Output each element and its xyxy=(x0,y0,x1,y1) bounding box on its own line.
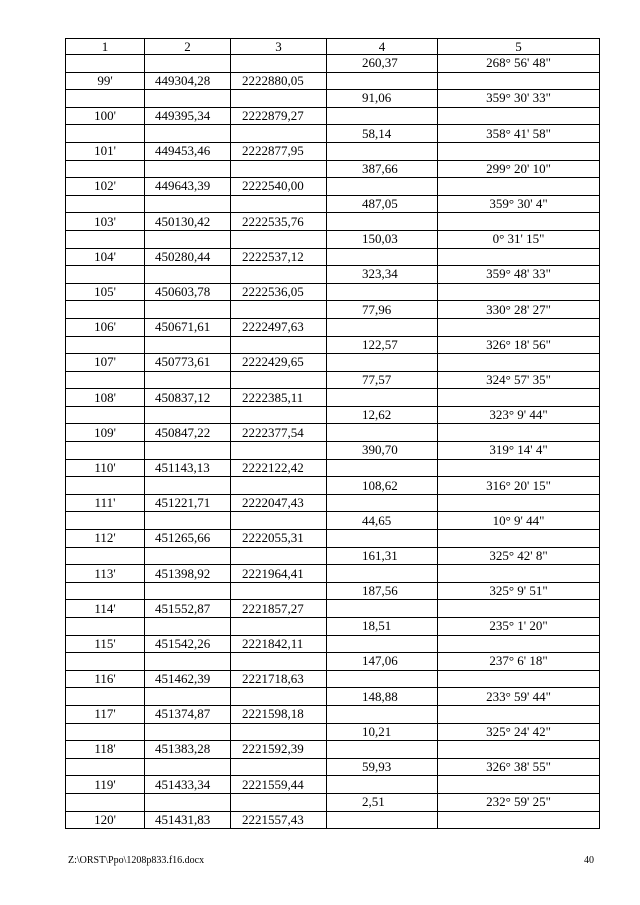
table-row xyxy=(66,582,600,600)
cell-length: 59,93 xyxy=(327,758,438,776)
table-row xyxy=(66,635,600,653)
footer-page-number: 40 xyxy=(584,855,594,866)
cell-y: 2221842,11 xyxy=(231,635,327,653)
cell-angle xyxy=(438,72,600,90)
table-row xyxy=(66,459,600,477)
cell-point: 100' xyxy=(66,107,145,125)
table-row xyxy=(66,283,600,301)
cell-point: 102' xyxy=(66,178,145,196)
cell-x xyxy=(145,301,231,319)
cell-angle xyxy=(438,424,600,442)
cell-x: 451431,83 xyxy=(145,811,231,829)
cell-x: 451383,28 xyxy=(145,741,231,759)
cell-length: 150,03 xyxy=(327,230,438,248)
cell-length: 58,14 xyxy=(327,125,438,143)
cell-x: 451265,66 xyxy=(145,530,231,548)
cell-angle xyxy=(438,459,600,477)
cell-angle xyxy=(438,635,600,653)
cell-x: 449453,46 xyxy=(145,142,231,160)
footer-file-path: Z:\ORST\Ppo\1208p833.f16.docx xyxy=(68,855,205,866)
cell-angle xyxy=(438,600,600,618)
cell-x xyxy=(145,477,231,495)
cell-point xyxy=(66,336,145,354)
cell-point: 113' xyxy=(66,565,145,583)
cell-x: 450837,12 xyxy=(145,389,231,407)
table-row xyxy=(66,318,600,336)
cell-angle: 326° 18' 56" xyxy=(438,336,600,354)
cell-angle: 233° 59' 44" xyxy=(438,688,600,706)
cell-length: 187,56 xyxy=(327,582,438,600)
cell-y: 2222055,31 xyxy=(231,530,327,548)
cell-length: 260,37 xyxy=(327,55,438,73)
cell-x: 450847,22 xyxy=(145,424,231,442)
cell-length xyxy=(327,635,438,653)
cell-x xyxy=(145,336,231,354)
cell-length xyxy=(327,670,438,688)
cell-y xyxy=(231,547,327,565)
table-row xyxy=(66,600,600,618)
cell-y: 2222879,27 xyxy=(231,107,327,125)
table-row xyxy=(66,793,600,811)
cell-angle xyxy=(438,178,600,196)
cell-length: 487,05 xyxy=(327,195,438,213)
cell-y xyxy=(231,266,327,284)
cell-point: 103' xyxy=(66,213,145,231)
cell-length: 148,88 xyxy=(327,688,438,706)
cell-length xyxy=(327,389,438,407)
cell-length xyxy=(327,530,438,548)
table-row xyxy=(66,741,600,759)
table-row xyxy=(66,160,600,178)
cell-length: 18,51 xyxy=(327,618,438,636)
cell-x: 451143,13 xyxy=(145,459,231,477)
cell-angle xyxy=(438,389,600,407)
table-row xyxy=(66,248,600,266)
cell-angle: 325° 9' 51" xyxy=(438,582,600,600)
column-header-y: 3 xyxy=(231,39,327,55)
cell-y: 2221598,18 xyxy=(231,705,327,723)
cell-x xyxy=(145,618,231,636)
cell-angle xyxy=(438,213,600,231)
table-row xyxy=(66,494,600,512)
cell-y xyxy=(231,336,327,354)
cell-angle: 330° 28' 27" xyxy=(438,301,600,319)
table-row xyxy=(66,230,600,248)
cell-point: 109' xyxy=(66,424,145,442)
cell-point xyxy=(66,90,145,108)
cell-y: 2222540,00 xyxy=(231,178,327,196)
cell-angle: 0° 31' 15" xyxy=(438,230,600,248)
cell-point xyxy=(66,195,145,213)
cell-length xyxy=(327,213,438,231)
cell-length: 2,51 xyxy=(327,793,438,811)
cell-angle xyxy=(438,142,600,160)
cell-point: 104' xyxy=(66,248,145,266)
cell-length xyxy=(327,354,438,372)
cell-x: 450603,78 xyxy=(145,283,231,301)
cell-x xyxy=(145,793,231,811)
cell-angle: 358° 41' 58" xyxy=(438,125,600,143)
cell-angle: 326° 38' 55" xyxy=(438,758,600,776)
cell-y xyxy=(231,442,327,460)
cell-angle xyxy=(438,811,600,829)
cell-y xyxy=(231,160,327,178)
cell-x xyxy=(145,406,231,424)
cell-angle xyxy=(438,283,600,301)
cell-x xyxy=(145,90,231,108)
cell-angle xyxy=(438,776,600,794)
cell-y xyxy=(231,793,327,811)
table-row xyxy=(66,125,600,143)
cell-length: 77,96 xyxy=(327,301,438,319)
table-header-row xyxy=(66,39,600,55)
cell-point: 117' xyxy=(66,705,145,723)
cell-x: 450280,44 xyxy=(145,248,231,266)
cell-length xyxy=(327,107,438,125)
cell-point xyxy=(66,793,145,811)
cell-point xyxy=(66,758,145,776)
cell-x xyxy=(145,230,231,248)
cell-angle xyxy=(438,670,600,688)
table-row xyxy=(66,195,600,213)
cell-length xyxy=(327,811,438,829)
cell-point: 110' xyxy=(66,459,145,477)
cell-y xyxy=(231,90,327,108)
cell-y: 2222880,05 xyxy=(231,72,327,90)
table-row xyxy=(66,670,600,688)
cell-angle xyxy=(438,530,600,548)
cell-x xyxy=(145,195,231,213)
cell-point xyxy=(66,230,145,248)
table-row xyxy=(66,266,600,284)
cell-x xyxy=(145,723,231,741)
cell-y: 2221857,27 xyxy=(231,600,327,618)
cell-y: 2222497,63 xyxy=(231,318,327,336)
cell-x xyxy=(145,653,231,671)
cell-angle: 325° 42' 8" xyxy=(438,547,600,565)
table-row xyxy=(66,178,600,196)
cell-point: 119' xyxy=(66,776,145,794)
cell-angle xyxy=(438,741,600,759)
cell-point xyxy=(66,442,145,460)
table-row xyxy=(66,565,600,583)
cell-point: 107' xyxy=(66,354,145,372)
cell-length xyxy=(327,283,438,301)
cell-y xyxy=(231,618,327,636)
table-row xyxy=(66,811,600,829)
cell-angle: 268° 56' 48" xyxy=(438,55,600,73)
cell-y: 2221559,44 xyxy=(231,776,327,794)
cell-point xyxy=(66,512,145,530)
cell-length: 147,06 xyxy=(327,653,438,671)
cell-angle: 323° 9' 44" xyxy=(438,406,600,424)
cell-point xyxy=(66,547,145,565)
cell-angle: 324° 57' 35" xyxy=(438,371,600,389)
cell-y xyxy=(231,230,327,248)
cell-angle: 316° 20' 15" xyxy=(438,477,600,495)
cell-length: 387,66 xyxy=(327,160,438,178)
cell-x xyxy=(145,442,231,460)
table-row xyxy=(66,142,600,160)
cell-x: 451374,87 xyxy=(145,705,231,723)
column-header-angle: 5 xyxy=(438,39,600,55)
cell-x xyxy=(145,160,231,178)
cell-point xyxy=(66,653,145,671)
cell-length xyxy=(327,142,438,160)
cell-length: 108,62 xyxy=(327,477,438,495)
table-row xyxy=(66,301,600,319)
cell-x: 451221,71 xyxy=(145,494,231,512)
cell-point xyxy=(66,266,145,284)
cell-x xyxy=(145,371,231,389)
cell-angle: 319° 14' 4" xyxy=(438,442,600,460)
cell-x xyxy=(145,758,231,776)
cell-y xyxy=(231,653,327,671)
cell-x xyxy=(145,582,231,600)
cell-length xyxy=(327,565,438,583)
cell-y: 2221557,43 xyxy=(231,811,327,829)
cell-y xyxy=(231,301,327,319)
cell-x: 451552,87 xyxy=(145,600,231,618)
table-row xyxy=(66,72,600,90)
table-body xyxy=(66,55,600,829)
cell-point xyxy=(66,55,145,73)
cell-angle: 232° 59' 25" xyxy=(438,793,600,811)
cell-angle: 235° 1' 20" xyxy=(438,618,600,636)
cell-point xyxy=(66,582,145,600)
table-row xyxy=(66,530,600,548)
cell-y: 2222535,76 xyxy=(231,213,327,231)
cell-y: 2222877,95 xyxy=(231,142,327,160)
cell-length: 390,70 xyxy=(327,442,438,460)
cell-length xyxy=(327,776,438,794)
cell-length: 122,57 xyxy=(327,336,438,354)
cell-point xyxy=(66,406,145,424)
table-row xyxy=(66,406,600,424)
cell-x xyxy=(145,125,231,143)
cell-x xyxy=(145,266,231,284)
cell-angle: 325° 24' 42" xyxy=(438,723,600,741)
cell-point: 120' xyxy=(66,811,145,829)
table-row xyxy=(66,758,600,776)
table-row xyxy=(66,442,600,460)
cell-angle xyxy=(438,494,600,512)
table-row xyxy=(66,723,600,741)
cell-point xyxy=(66,477,145,495)
cell-angle: 237° 6' 18" xyxy=(438,653,600,671)
cell-y: 2221718,63 xyxy=(231,670,327,688)
cell-length xyxy=(327,459,438,477)
cell-x: 449643,39 xyxy=(145,178,231,196)
cell-y: 2222537,12 xyxy=(231,248,327,266)
cell-angle xyxy=(438,354,600,372)
cell-y: 2222385,11 xyxy=(231,389,327,407)
cell-angle: 359° 48' 33" xyxy=(438,266,600,284)
table-row xyxy=(66,213,600,231)
cell-point: 106' xyxy=(66,318,145,336)
cell-x: 451433,34 xyxy=(145,776,231,794)
cell-point: 101' xyxy=(66,142,145,160)
cell-point xyxy=(66,125,145,143)
cell-length: 323,34 xyxy=(327,266,438,284)
cell-point: 118' xyxy=(66,741,145,759)
table-row xyxy=(66,107,600,125)
table-row xyxy=(66,354,600,372)
cell-x: 449395,34 xyxy=(145,107,231,125)
table-row xyxy=(66,477,600,495)
cell-angle xyxy=(438,705,600,723)
cell-length xyxy=(327,424,438,442)
cell-length xyxy=(327,741,438,759)
table-row xyxy=(66,90,600,108)
cell-length: 77,57 xyxy=(327,371,438,389)
cell-y: 2222429,65 xyxy=(231,354,327,372)
cell-y xyxy=(231,477,327,495)
cell-point: 114' xyxy=(66,600,145,618)
cell-x: 451542,26 xyxy=(145,635,231,653)
cell-y: 2222377,54 xyxy=(231,424,327,442)
cell-y xyxy=(231,688,327,706)
cell-y xyxy=(231,195,327,213)
table-row xyxy=(66,424,600,442)
cell-angle xyxy=(438,107,600,125)
cell-y: 2221592,39 xyxy=(231,741,327,759)
cell-y: 2222536,05 xyxy=(231,283,327,301)
cell-x: 451462,39 xyxy=(145,670,231,688)
cell-point xyxy=(66,301,145,319)
table-row xyxy=(66,547,600,565)
cell-angle xyxy=(438,565,600,583)
cell-length xyxy=(327,600,438,618)
table-row xyxy=(66,512,600,530)
table-row xyxy=(66,55,600,73)
cell-length xyxy=(327,705,438,723)
cell-x: 450130,42 xyxy=(145,213,231,231)
cell-y: 2221964,41 xyxy=(231,565,327,583)
coordinates-table xyxy=(65,38,600,829)
cell-length: 91,06 xyxy=(327,90,438,108)
cell-x xyxy=(145,547,231,565)
cell-point xyxy=(66,688,145,706)
cell-angle xyxy=(438,318,600,336)
cell-y: 2222047,43 xyxy=(231,494,327,512)
cell-length: 44,65 xyxy=(327,512,438,530)
cell-length: 161,31 xyxy=(327,547,438,565)
column-header-x: 2 xyxy=(145,39,231,55)
cell-length xyxy=(327,494,438,512)
cell-angle: 359° 30' 33" xyxy=(438,90,600,108)
table-row xyxy=(66,705,600,723)
cell-point: 112' xyxy=(66,530,145,548)
cell-x: 449304,28 xyxy=(145,72,231,90)
cell-angle: 10° 9' 44" xyxy=(438,512,600,530)
cell-length xyxy=(327,248,438,266)
column-header-point: 1 xyxy=(66,39,145,55)
cell-x: 450773,61 xyxy=(145,354,231,372)
cell-length xyxy=(327,178,438,196)
cell-x xyxy=(145,512,231,530)
table-row xyxy=(66,336,600,354)
cell-angle: 359° 30' 4" xyxy=(438,195,600,213)
cell-length xyxy=(327,72,438,90)
cell-point xyxy=(66,160,145,178)
column-header-length: 4 xyxy=(327,39,438,55)
cell-length xyxy=(327,318,438,336)
cell-point: 116' xyxy=(66,670,145,688)
cell-x xyxy=(145,55,231,73)
cell-x: 451398,92 xyxy=(145,565,231,583)
table-row xyxy=(66,653,600,671)
cell-y: 2222122,42 xyxy=(231,459,327,477)
cell-y xyxy=(231,371,327,389)
cell-y xyxy=(231,758,327,776)
cell-y xyxy=(231,582,327,600)
cell-x xyxy=(145,688,231,706)
cell-angle: 299° 20' 10" xyxy=(438,160,600,178)
cell-point: 111' xyxy=(66,494,145,512)
table-row xyxy=(66,776,600,794)
cell-y xyxy=(231,723,327,741)
cell-point: 105' xyxy=(66,283,145,301)
cell-length: 12,62 xyxy=(327,406,438,424)
cell-y xyxy=(231,55,327,73)
cell-angle xyxy=(438,248,600,266)
cell-length: 10,21 xyxy=(327,723,438,741)
cell-y xyxy=(231,406,327,424)
table-row xyxy=(66,618,600,636)
table-row xyxy=(66,688,600,706)
cell-point xyxy=(66,723,145,741)
cell-y xyxy=(231,125,327,143)
cell-point: 115' xyxy=(66,635,145,653)
cell-y xyxy=(231,512,327,530)
cell-point: 108' xyxy=(66,389,145,407)
cell-x: 450671,61 xyxy=(145,318,231,336)
cell-point xyxy=(66,371,145,389)
table-row xyxy=(66,371,600,389)
cell-point: 99' xyxy=(66,72,145,90)
table-row xyxy=(66,389,600,407)
cell-point xyxy=(66,618,145,636)
